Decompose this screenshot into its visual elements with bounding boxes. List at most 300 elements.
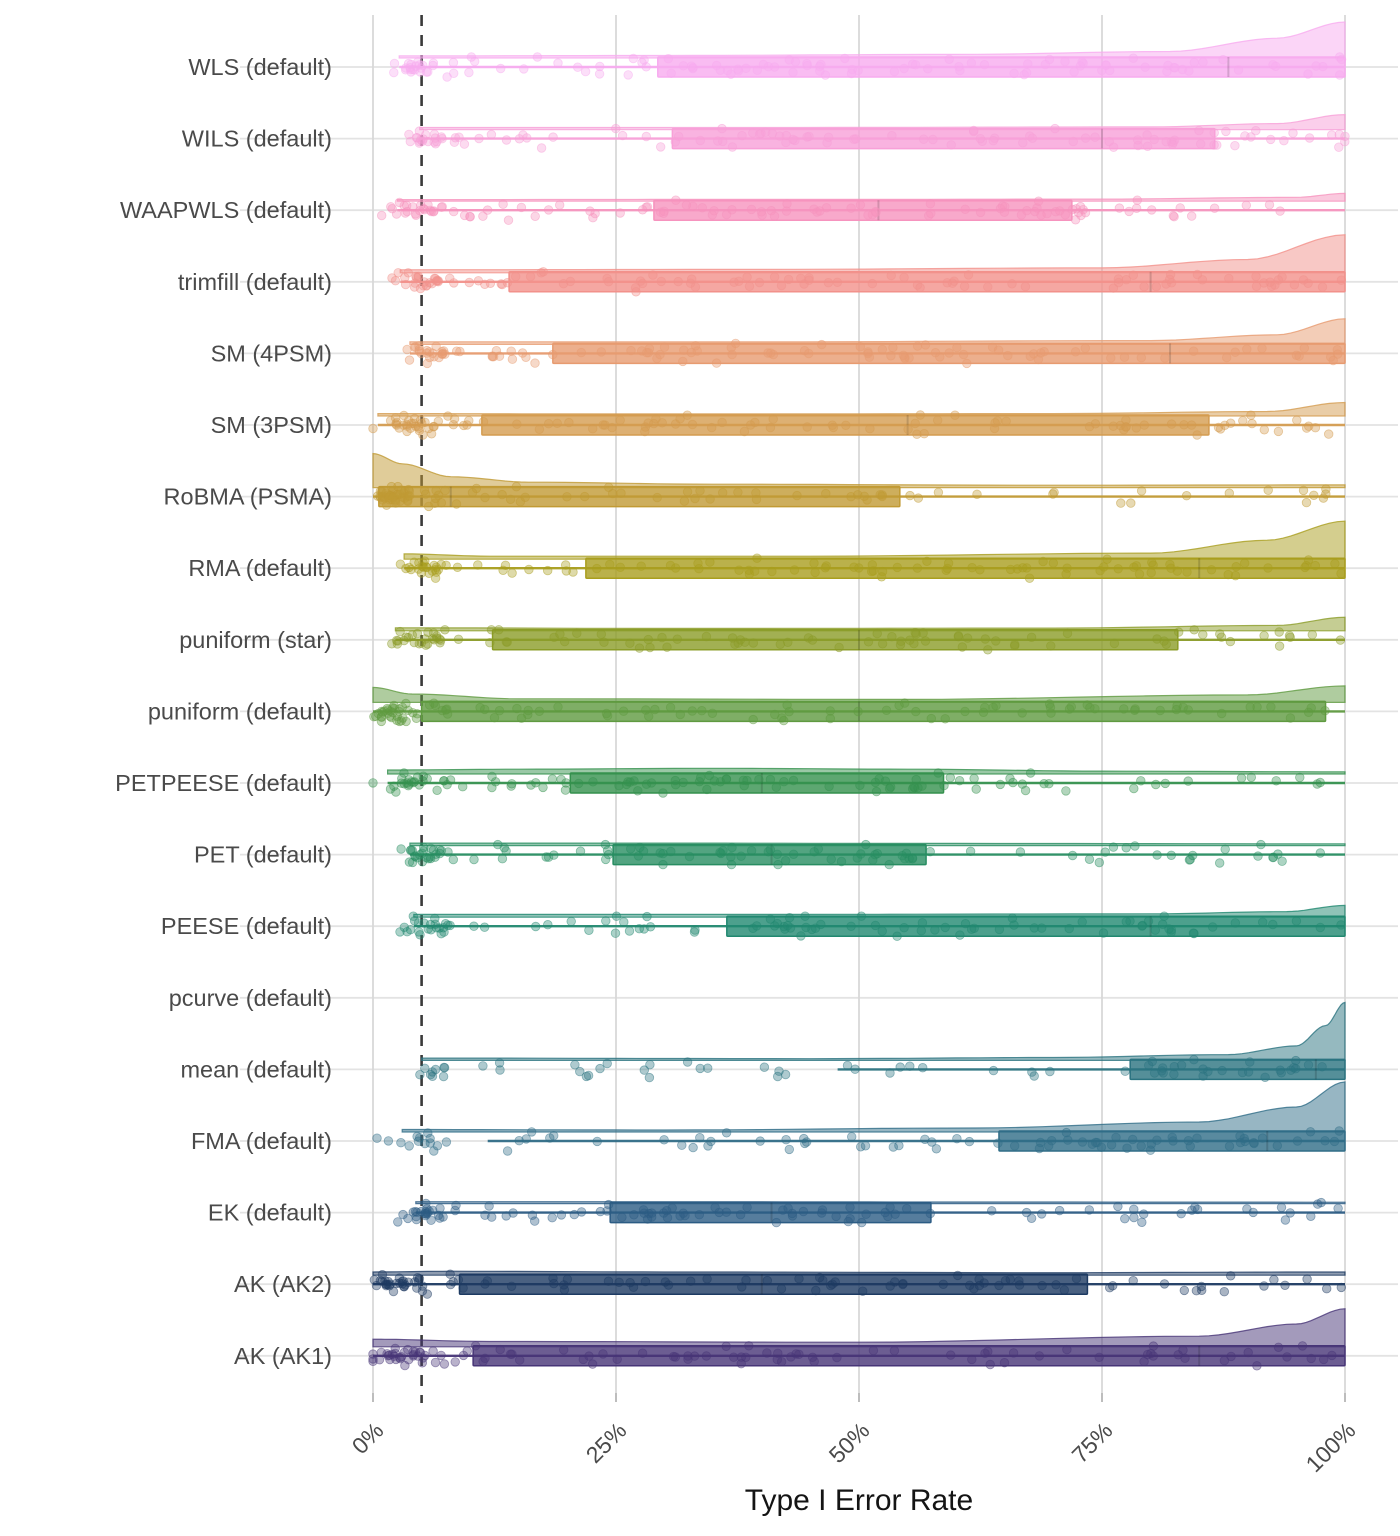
jitter-point: [797, 274, 806, 283]
jitter-point: [795, 1274, 804, 1283]
jitter-point: [543, 566, 552, 575]
jitter-point: [871, 778, 880, 787]
jitter-point: [1107, 1141, 1116, 1150]
jitter-point: [1121, 1067, 1130, 1076]
jitter-point: [931, 926, 940, 935]
jitter-point: [1319, 1355, 1328, 1364]
jitter-point: [1030, 1072, 1039, 1081]
jitter-point: [981, 703, 990, 712]
jitter-point: [429, 349, 438, 358]
jitter-point: [770, 212, 779, 221]
jitter-point: [714, 137, 723, 146]
jitter-point: [1321, 706, 1330, 715]
jitter-point: [638, 206, 647, 215]
jitter-point: [1260, 631, 1269, 640]
jitter-point: [734, 488, 743, 497]
jitter-point: [1002, 417, 1011, 426]
jitter-point: [986, 1360, 995, 1369]
jitter-point: [736, 1210, 745, 1219]
jitter-point: [444, 412, 453, 421]
jitter-point: [866, 424, 875, 433]
jitter-point: [1114, 275, 1123, 284]
jitter-point: [1210, 129, 1219, 138]
jitter-point: [589, 213, 598, 222]
jitter-point: [571, 1061, 580, 1070]
jitter-point: [454, 1276, 463, 1285]
jitter-point: [659, 209, 668, 218]
jitter-point: [1221, 845, 1230, 854]
jitter-point: [390, 59, 399, 68]
jitter-point: [608, 423, 617, 432]
jitter-point: [785, 913, 794, 922]
jitter-point: [734, 65, 743, 74]
jitter-point: [686, 1277, 695, 1286]
jitter-point: [782, 207, 791, 216]
jitter-point: [449, 58, 458, 67]
jitter-point: [688, 420, 697, 429]
jitter-point: [1252, 126, 1261, 135]
jitter-point: [1310, 491, 1319, 500]
jitter-point: [429, 422, 438, 431]
jitter-point: [553, 419, 562, 428]
jitter-point: [1190, 58, 1199, 67]
jitter-point: [1311, 423, 1320, 432]
jitter-point: [373, 1134, 382, 1143]
jitter-point: [496, 1345, 505, 1354]
jitter-point: [941, 923, 950, 932]
jitter-point: [593, 564, 602, 573]
jitter-point: [770, 922, 779, 931]
jitter-point: [412, 211, 421, 220]
jitter-point: [604, 277, 613, 286]
jitter-point: [1226, 637, 1235, 646]
jitter-point: [1286, 1209, 1295, 1218]
jitter-point: [1231, 141, 1240, 150]
jitter-point: [755, 775, 764, 784]
jitter-point: [1207, 566, 1216, 575]
jitter-point: [1158, 1064, 1167, 1073]
jitter-point: [961, 707, 970, 716]
jitter-point: [995, 925, 1004, 934]
jitter-point: [893, 563, 902, 572]
jitter-point: [441, 626, 450, 635]
jitter-point: [953, 1134, 962, 1143]
jitter-point: [789, 850, 798, 859]
jitter-point: [770, 273, 779, 282]
jitter-point: [764, 349, 773, 358]
jitter-point: [1258, 344, 1267, 353]
jitter-point: [789, 776, 798, 785]
jitter-point: [861, 1142, 870, 1151]
jitter-point: [679, 357, 688, 366]
jitter-point: [394, 269, 403, 278]
jitter-point: [768, 129, 777, 138]
jitter-point: [934, 488, 943, 497]
jitter-point: [810, 559, 819, 568]
jitter-point: [1049, 559, 1058, 568]
jitter-point: [567, 917, 576, 926]
jitter-point: [1341, 132, 1350, 141]
jitter-point: [853, 854, 862, 863]
jitter-point: [631, 284, 640, 293]
jitter-point: [620, 918, 629, 927]
jitter-point: [1219, 55, 1228, 64]
jitter-point: [696, 773, 705, 782]
jitter-point: [817, 340, 826, 349]
jitter-point: [1283, 1353, 1292, 1362]
jitter-point: [695, 1210, 704, 1219]
jitter-point: [842, 421, 851, 430]
jitter-point: [766, 775, 775, 784]
x-tick-label: 0%: [346, 1417, 389, 1460]
jitter-point: [704, 1142, 713, 1151]
jitter-point: [1062, 787, 1071, 796]
jitter-point: [948, 279, 957, 288]
jitter-point: [785, 1145, 794, 1154]
jitter-point: [616, 563, 625, 572]
jitter-point: [731, 640, 740, 649]
jitter-point: [904, 425, 913, 434]
jitter-point: [718, 418, 727, 427]
jitter-point: [549, 1131, 558, 1140]
jitter-point: [718, 124, 727, 133]
jitter-point: [722, 1208, 731, 1217]
jitter-point: [1276, 207, 1285, 216]
jitter-point: [397, 717, 406, 726]
jitter-point: [664, 54, 673, 63]
jitter-point: [1150, 1069, 1159, 1078]
jitter-point: [913, 564, 922, 573]
jitter-point: [1304, 556, 1313, 565]
jitter-point: [1027, 1214, 1036, 1223]
jitter-point: [1018, 709, 1027, 718]
jitter-point: [597, 630, 606, 639]
jitter-point: [722, 775, 731, 784]
jitter-point: [671, 138, 680, 147]
y-axis-label: mean (default): [180, 1056, 332, 1083]
jitter-point: [1292, 917, 1301, 926]
jitter-point: [1125, 207, 1134, 216]
density-area: [420, 115, 1345, 130]
y-axis-label: RoBMA (PSMA): [163, 483, 332, 510]
y-axis-label: trimfill (default): [177, 268, 332, 295]
jitter-point: [1109, 143, 1118, 152]
jitter-point: [554, 703, 563, 712]
jitter-point: [856, 201, 865, 210]
density-area: [410, 319, 1345, 345]
jitter-point: [1278, 273, 1287, 282]
jitter-point: [369, 424, 378, 433]
jitter-point: [1303, 1275, 1312, 1284]
jitter-point: [1199, 58, 1208, 67]
jitter-point: [460, 140, 469, 149]
jitter-point: [683, 1058, 692, 1067]
y-axis-label: EK (default): [207, 1199, 332, 1226]
jitter-point: [857, 1218, 866, 1227]
jitter-point: [802, 1138, 811, 1147]
jitter-point: [1247, 773, 1256, 782]
jitter-point: [606, 560, 615, 569]
jitter-point: [961, 205, 970, 214]
jitter-point: [939, 1280, 948, 1289]
jitter-point: [913, 342, 922, 351]
jitter-point: [846, 1214, 855, 1223]
jitter-point: [413, 1273, 422, 1282]
jitter-point: [867, 567, 876, 576]
jitter-point: [617, 489, 626, 498]
jitter-point: [548, 1213, 557, 1222]
jitter-point: [824, 278, 833, 287]
jitter-point: [395, 198, 404, 207]
jitter-point: [1135, 570, 1144, 579]
jitter-point: [1008, 914, 1017, 923]
jitter-point: [647, 779, 656, 788]
jitter-point: [656, 849, 665, 858]
jitter-point: [780, 777, 789, 786]
jitter-point: [910, 783, 919, 792]
jitter-point: [474, 561, 483, 570]
jitter-point: [604, 1277, 613, 1286]
jitter-point: [955, 776, 964, 785]
jitter-point: [777, 281, 786, 290]
jitter-point: [506, 1350, 515, 1359]
jitter-point: [1026, 352, 1035, 361]
jitter-point: [1335, 1127, 1344, 1136]
jitter-point: [657, 277, 666, 286]
jitter-point: [841, 54, 850, 63]
jitter-point: [392, 788, 401, 797]
jitter-point: [901, 854, 910, 863]
jitter-point: [890, 67, 899, 76]
jitter-point: [918, 919, 927, 928]
jitter-point: [1274, 1343, 1283, 1352]
jitter-point: [722, 210, 731, 219]
jitter-point: [674, 277, 683, 286]
jitter-point: [504, 216, 513, 225]
jitter-point: [535, 707, 544, 716]
jitter-point: [795, 1350, 804, 1359]
jitter-point: [684, 1352, 693, 1361]
jitter-point: [573, 629, 582, 638]
jitter-point: [641, 1277, 650, 1286]
jitter-point: [501, 561, 510, 570]
jitter-point: [1095, 1353, 1104, 1362]
jitter-point: [1215, 859, 1224, 868]
jitter-point: [945, 55, 954, 64]
jitter-point: [1307, 1354, 1316, 1363]
jitter-point: [458, 782, 467, 791]
jitter-point: [1258, 1134, 1267, 1143]
jitter-point: [1071, 348, 1080, 357]
jitter-point: [751, 418, 760, 427]
jitter-point: [912, 707, 921, 716]
jitter-point: [774, 1349, 783, 1358]
jitter-point: [784, 275, 793, 284]
jitter-point: [730, 278, 739, 287]
jitter-point: [882, 706, 891, 715]
jitter-point: [531, 779, 540, 788]
jitter-point: [544, 419, 553, 428]
jitter-point: [895, 701, 904, 710]
jitter-point: [401, 66, 410, 75]
jitter-point: [397, 1353, 406, 1362]
jitter-point: [926, 1209, 935, 1218]
jitter-point: [953, 1271, 962, 1280]
jitter-point: [1137, 777, 1146, 786]
jitter-point: [1222, 353, 1231, 362]
jitter-point: [1065, 924, 1074, 933]
jitter-point: [413, 1132, 422, 1141]
jitter-point: [1292, 1056, 1301, 1065]
jitter-point: [378, 487, 387, 496]
jitter-point: [667, 847, 676, 856]
jitter-point: [1151, 926, 1160, 935]
jitter-point: [680, 497, 689, 506]
jitter-point: [928, 1138, 937, 1147]
jitter-point: [1055, 207, 1064, 216]
jitter-point: [1047, 642, 1056, 651]
jitter-point: [896, 641, 905, 650]
jitter-point: [906, 636, 915, 645]
jitter-point: [878, 640, 887, 649]
jitter-point: [560, 637, 569, 646]
jitter-point: [1105, 1283, 1114, 1292]
jitter-point: [517, 203, 526, 212]
jitter-point: [404, 781, 413, 790]
jitter-point: [430, 1147, 439, 1156]
jitter-point: [847, 1133, 856, 1142]
jitter-point: [789, 68, 798, 77]
jitter-point: [1319, 494, 1328, 503]
jitter-point: [822, 489, 831, 498]
jitter-point: [702, 632, 711, 641]
jitter-point: [1063, 1345, 1072, 1354]
jitter-point: [1010, 69, 1019, 78]
jitter-point: [933, 416, 942, 425]
jitter-point: [698, 204, 707, 213]
jitter-point: [1133, 136, 1142, 145]
jitter-point: [1260, 1282, 1269, 1291]
jitter-point: [936, 353, 945, 362]
jitter-point: [1132, 424, 1141, 433]
jitter-point: [1121, 1214, 1130, 1223]
jitter-point: [396, 627, 405, 636]
jitter-point: [644, 712, 653, 721]
jitter-point: [637, 562, 646, 571]
jitter-point: [781, 1070, 790, 1079]
jitter-point: [682, 201, 691, 210]
jitter-point: [1329, 356, 1338, 365]
jitter-point: [1130, 1213, 1139, 1222]
jitter-point: [1127, 499, 1136, 508]
jitter-point: [727, 853, 736, 862]
jitter-point: [635, 924, 644, 933]
jitter-point: [966, 847, 975, 856]
jitter-point: [467, 53, 476, 62]
jitter-point: [691, 494, 700, 503]
jitter-point: [1182, 491, 1191, 500]
jitter-point: [1298, 1342, 1307, 1351]
jitter-point: [415, 558, 424, 567]
jitter-point: [1158, 920, 1167, 929]
jitter-point: [507, 347, 516, 356]
jitter-point: [791, 58, 800, 67]
jitter-point: [397, 486, 406, 495]
jitter-point: [1028, 134, 1037, 143]
jitter-point: [1261, 1073, 1270, 1082]
jitter-point: [412, 62, 421, 71]
jitter-point: [1295, 352, 1304, 361]
jitter-point: [1160, 912, 1169, 921]
jitter-point: [1226, 1272, 1235, 1281]
jitter-point: [416, 201, 425, 210]
jitter-point: [1260, 426, 1269, 435]
jitter-point: [756, 1137, 765, 1146]
jitter-point: [410, 343, 419, 352]
jitter-point: [783, 921, 792, 930]
jitter-point: [989, 1066, 998, 1075]
jitter-point: [573, 63, 582, 72]
jitter-point: [881, 777, 890, 786]
jitter-point: [618, 1213, 627, 1222]
jitter-point: [1001, 1276, 1010, 1285]
jitter-point: [599, 1350, 608, 1359]
density-area: [399, 22, 1345, 58]
method-row: [369, 403, 1345, 440]
jitter-point: [634, 787, 643, 796]
jitter-point: [906, 1062, 915, 1071]
jitter-point: [437, 133, 446, 142]
jitter-point: [1063, 629, 1072, 638]
jitter-point: [891, 1210, 900, 1219]
jitter-point: [646, 643, 655, 652]
jitter-point: [1168, 1133, 1177, 1142]
jitter-point: [878, 345, 887, 354]
jitter-point: [825, 782, 834, 791]
jitter-point: [1091, 420, 1100, 429]
jitter-point: [847, 69, 856, 78]
jitter-point: [1085, 855, 1094, 864]
jitter-point: [604, 850, 613, 859]
jitter-point: [496, 64, 505, 73]
jitter-point: [911, 628, 920, 637]
jitter-point: [671, 776, 680, 785]
jitter-point: [716, 848, 725, 857]
y-axis-label: AK (AK2): [234, 1271, 332, 1298]
jitter-point: [718, 488, 727, 497]
jitter-point: [696, 136, 705, 145]
jitter-point: [1244, 1348, 1253, 1357]
jitter-point: [515, 1136, 524, 1145]
jitter-point: [801, 912, 810, 921]
jitter-point: [1190, 1055, 1199, 1064]
jitter-point: [918, 1063, 927, 1072]
jitter-point: [758, 211, 767, 220]
jitter-point: [924, 65, 933, 74]
jitter-point: [850, 135, 859, 144]
jitter-point: [908, 854, 917, 863]
jitter-point: [410, 917, 419, 926]
jitter-point: [1307, 704, 1316, 713]
jitter-point: [956, 66, 965, 75]
jitter-point: [1199, 630, 1208, 639]
jitter-point: [1275, 628, 1284, 637]
jitter-point: [1115, 204, 1124, 213]
jitter-point: [1010, 1142, 1019, 1151]
jitter-point: [710, 777, 719, 786]
jitter-point: [996, 780, 1005, 789]
jitter-point: [1270, 1275, 1279, 1284]
